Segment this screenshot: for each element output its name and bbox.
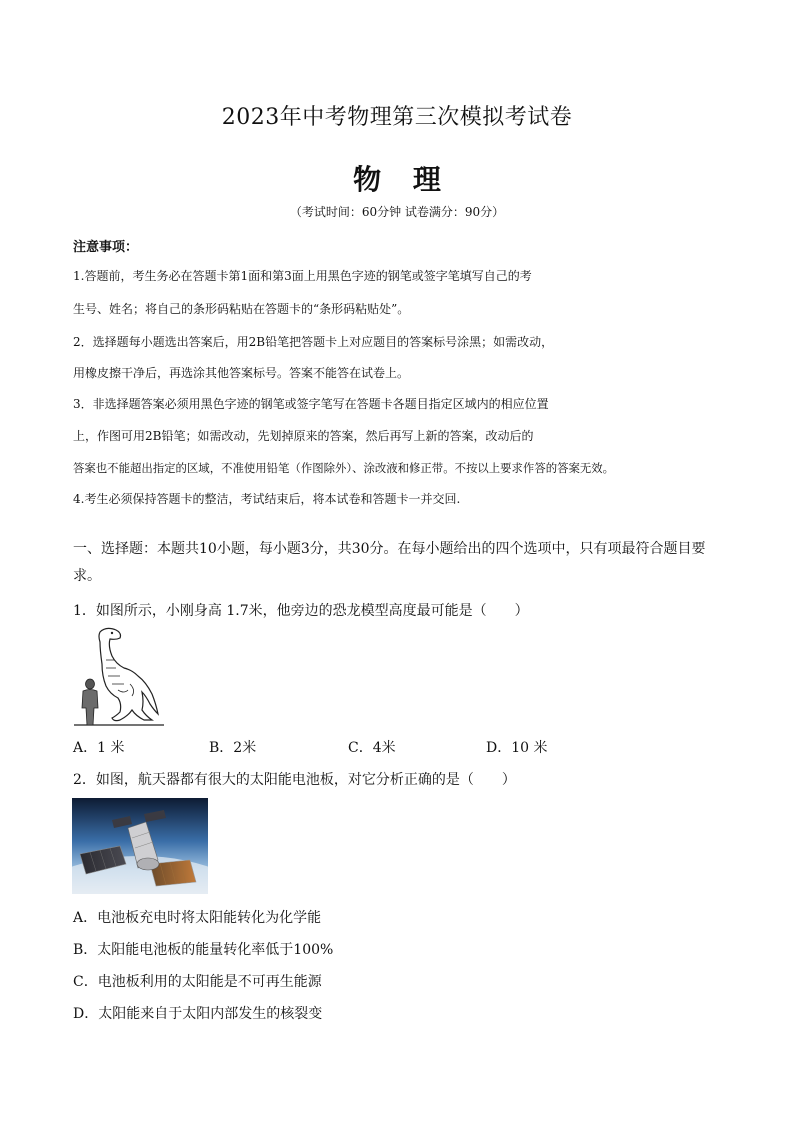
note-line: 4.考生必须保持答题卡的整洁，考试结束后，将本试卷和答题卡一并交回.	[73, 492, 461, 506]
q2-option-d: D．太阳能来自于太阳内部发生的核裂变	[73, 1006, 323, 1022]
note-line: 1.答题前，考生务必在答题卡第1面和第3面上用黑色字迹的钢笔或签字笔填写自己的考	[73, 269, 532, 283]
note-line: 2．选择题每小题选出答案后，用2B铅笔把答题卡上对应题目的答案标号涂黑；如需改动，	[73, 335, 554, 349]
dinosaur-figure	[72, 624, 168, 728]
note-line: 3．非选择题答案必须用黑色字迹的钢笔或签字笔写在答题卡各题目指定区域内的相应位置	[73, 397, 549, 411]
section-heading: 一、选择题：本题共10小题，每小题3分，共30分。在每小题给出的四个选项中，只有项最符合题目要	[73, 541, 706, 557]
q2-option-c: C．电池板利用的太阳能是不可再生能源	[73, 974, 322, 990]
q1-option-b: B．2米	[209, 740, 257, 756]
q2-option-b: B．太阳能电池板的能量转化率低于100%	[73, 942, 334, 958]
q1-option-c: C．4米	[348, 740, 396, 756]
exam-info: （考试时间：60分钟 试卷满分：90分）	[289, 205, 505, 219]
q1-option-a: A．1 米	[73, 740, 125, 756]
notes-heading: 注意事项：	[73, 240, 139, 255]
section-heading-cont: 求。	[73, 568, 101, 584]
question-1-stem: 1．如图所示，小刚身高 1.7米，他旁边的恐龙模型高度最可能是（ ）	[73, 603, 529, 619]
note-line: 上，作图可用2B铅笔；如需改动，先划掉原来的答案，然后再写上新的答案，改动后的	[73, 429, 534, 443]
spacecraft-photo	[72, 798, 208, 894]
note-line: 生号、姓名；将自己的条形码粘贴在答题卡的“条形码粘贴处”。	[73, 302, 410, 316]
subject-title: 物 理	[353, 163, 441, 196]
note-line: 用橡皮擦干净后，再选涂其他答案标号。答案不能答在试卷上。	[73, 366, 410, 380]
q1-option-d: D．10 米	[486, 740, 548, 756]
note-line: 答案也不能超出指定的区域，不准使用铅笔（作图除外）、涂改液和修正带。不按以上要求作答的答案无效。	[73, 461, 615, 475]
q2-option-a: A．电池板充电时将太阳能转化为化学能	[73, 910, 322, 926]
exam-title: 2023年中考物理第三次模拟考试卷	[221, 105, 573, 130]
question-2-stem: 2．如图，航天器都有很大的太阳能电池板，对它分析正确的是（ ）	[73, 772, 516, 788]
